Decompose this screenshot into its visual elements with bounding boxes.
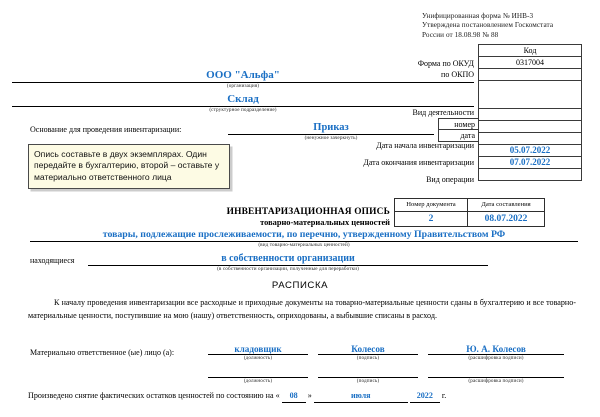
responsible-name-2-value[interactable] bbox=[428, 366, 564, 377]
label-data: дата bbox=[438, 129, 478, 142]
responsible-signature-1-value[interactable]: Колесов bbox=[351, 344, 385, 354]
snapshot-day[interactable]: 08 bbox=[282, 390, 306, 403]
organization-field[interactable] bbox=[12, 68, 474, 90]
subdivision-value[interactable]: Склад bbox=[227, 93, 259, 105]
responsible-name-1-caption: (расшифровка подписи) bbox=[468, 355, 524, 361]
blank-value-cell[interactable] bbox=[479, 81, 582, 109]
subdivision-field[interactable] bbox=[12, 92, 474, 114]
nomer-value-cell[interactable] bbox=[479, 121, 582, 133]
code-table bbox=[478, 44, 582, 181]
organization-caption: (организация) bbox=[226, 83, 260, 89]
callout-text: Опись составьте в двух экземплярах. Один передайте в бухгалтерию, второй – оставьте у материально ответственного лица bbox=[34, 149, 220, 182]
goods-type-value[interactable]: товары, подлежащие прослеживаемости, по перечню, утвержденному Правительством РФ bbox=[102, 229, 506, 240]
code-table-row-end-date bbox=[479, 157, 582, 169]
legal-line-3: России от 18.08.98 № 88 bbox=[422, 30, 499, 39]
doc-number-header: Номер документа bbox=[395, 199, 468, 212]
location-value[interactable]: в собственности организации bbox=[221, 253, 355, 264]
responsible-position-1[interactable] bbox=[208, 344, 308, 362]
basis-label: Основание для проведения инвентаризации: bbox=[30, 125, 182, 134]
goods-type-caption: (вид товарно-материальных ценностей) bbox=[258, 242, 350, 248]
receipt-heading: РАСПИСКА bbox=[271, 280, 329, 291]
snapshot-suffix: г. bbox=[441, 391, 447, 400]
responsible-position-2-value[interactable] bbox=[208, 366, 308, 377]
doc-date-header: Дата составления bbox=[468, 199, 545, 212]
doc-number-value[interactable]: 2 bbox=[395, 212, 468, 227]
code-table-row-blank bbox=[479, 81, 582, 109]
responsible-signature-1[interactable] bbox=[318, 344, 418, 362]
responsible-position-2[interactable] bbox=[208, 366, 308, 385]
goods-type-field[interactable] bbox=[30, 228, 578, 249]
responsible-name-2[interactable] bbox=[428, 366, 564, 385]
code-table-row-vid-operacii bbox=[479, 169, 582, 181]
snapshot-prefix: Произведено снятие фактических остатков ценностей по состоянию на « bbox=[28, 391, 280, 400]
form-legal-header bbox=[422, 12, 600, 40]
code-table-row-nomer bbox=[479, 121, 582, 133]
code-table-header-row bbox=[479, 45, 582, 57]
vid-deyatelnosti-value-cell[interactable] bbox=[479, 109, 582, 121]
okpo-value-cell[interactable] bbox=[479, 69, 582, 81]
location-caption: (в собственности организации, полученные для переработки) bbox=[217, 266, 359, 272]
code-table-row-vid-deyatelnosti bbox=[479, 109, 582, 121]
label-vid-deyatelnosti: Вид деятельности bbox=[412, 108, 474, 117]
code-table-row-data bbox=[479, 133, 582, 145]
label-po-okpo: по ОКПО bbox=[441, 70, 474, 79]
label-vid-operacii: Вид операции bbox=[426, 175, 474, 184]
location-field[interactable] bbox=[88, 252, 488, 273]
responsible-name-1[interactable] bbox=[428, 344, 564, 362]
responsible-position-1-value[interactable]: кладовщик bbox=[234, 344, 282, 354]
label-forma-po-okud: Форма по ОКУД bbox=[417, 59, 474, 68]
responsible-label: Материально ответственное (ые) лицо (а): bbox=[30, 348, 175, 357]
page-subtitle: товарно-материальных ценностей bbox=[260, 218, 390, 227]
organization-value[interactable]: ООО "Альфа" bbox=[206, 69, 280, 81]
snapshot-month[interactable]: июля bbox=[314, 390, 408, 403]
doc-date-value[interactable]: 08.07.2022 bbox=[468, 212, 545, 227]
okud-value-cell[interactable]: 0317004 bbox=[479, 57, 582, 69]
receipt-body-text: К началу проведения инвентаризации все расходные и приходные документы на товарно-материальные ценности сданы в бухгалтерию и все товарно-материальные ценности, поступившие на мою (нашу) ответственность, оприходованы, а выбывшие списаны в расход. bbox=[28, 298, 576, 320]
code-header-cell: Код bbox=[479, 45, 582, 57]
label-data-okonchaniya: Дата окончания инвентаризации bbox=[363, 158, 474, 167]
responsible-signature-2-caption: (подпись) bbox=[356, 378, 380, 384]
subdivision-caption: (структурное подразделение) bbox=[209, 107, 277, 113]
basis-caption: (ненужное зачеркнуть) bbox=[304, 135, 358, 141]
responsible-position-2-caption: (должность) bbox=[243, 378, 273, 384]
snapshot-year[interactable]: 2022 bbox=[410, 390, 440, 403]
receipt-body bbox=[28, 297, 576, 322]
code-table-row-start-date bbox=[479, 145, 582, 157]
responsible-name-2-caption: (расшифровка подписи) bbox=[468, 378, 524, 384]
doc-table-value-row bbox=[395, 212, 545, 227]
responsible-position-1-caption: (должность) bbox=[243, 355, 273, 361]
doc-table-header-row bbox=[395, 199, 545, 212]
snapshot-line bbox=[28, 390, 446, 403]
callout-tooltip bbox=[28, 144, 230, 189]
legal-line-2: Утверждена постановлением Госкомстата bbox=[422, 21, 554, 30]
basis-value[interactable]: Приказ bbox=[313, 122, 349, 133]
vid-operacii-value-cell[interactable] bbox=[479, 169, 582, 181]
inventory-start-date-cell[interactable]: 05.07.2022 bbox=[479, 145, 582, 157]
code-table-row-okpo bbox=[479, 69, 582, 81]
document-number-table bbox=[394, 198, 545, 227]
legal-line-1: Унифицированная форма № ИНВ-3 bbox=[422, 12, 534, 20]
responsible-signature-2-value[interactable] bbox=[318, 366, 418, 377]
responsible-name-1-value[interactable]: Ю. А. Колесов bbox=[466, 344, 526, 354]
inventory-end-date-cell[interactable]: 07.07.2022 bbox=[479, 157, 582, 169]
snapshot-mid: » bbox=[307, 391, 312, 400]
data-value-cell[interactable] bbox=[479, 133, 582, 145]
basis-field[interactable] bbox=[228, 121, 434, 142]
label-data-nachala: Дата начала инвентаризации bbox=[376, 141, 474, 150]
page-title: ИНВЕНТАРИЗАЦИОННАЯ ОПИСЬ bbox=[226, 207, 390, 217]
code-table-row-okud bbox=[479, 57, 582, 69]
location-label: находящиеся bbox=[30, 256, 75, 265]
responsible-signature-2[interactable] bbox=[318, 366, 418, 385]
label-nomer: номер bbox=[438, 118, 478, 131]
responsible-signature-1-caption: (подпись) bbox=[356, 355, 380, 361]
